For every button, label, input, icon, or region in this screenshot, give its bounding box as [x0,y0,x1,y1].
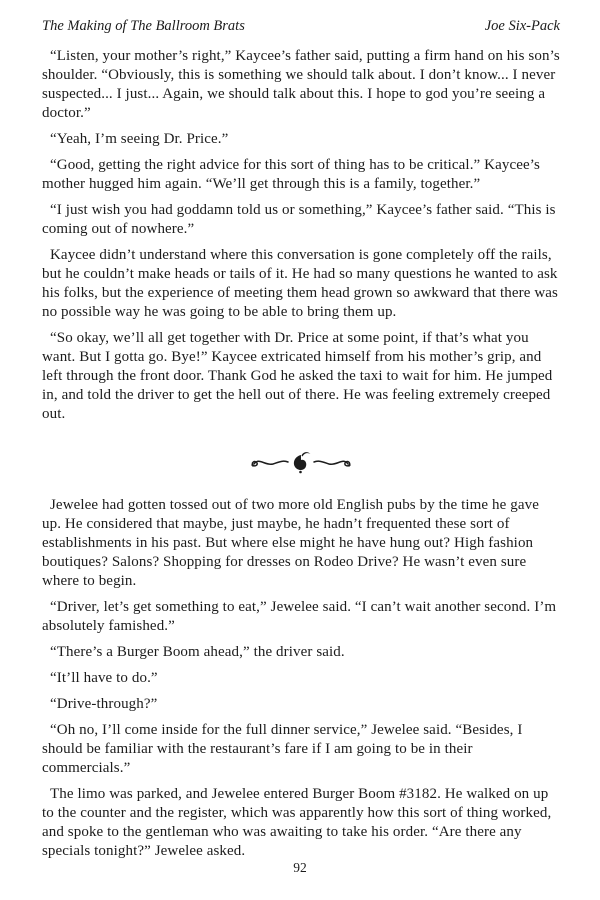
flourish-ornament-icon [246,448,356,476]
running-header [42,18,560,35]
paragraph: “There’s a Burger Boom ahead,” the driver said. [50,644,345,660]
paragraph: “Driver, let’s get something to eat,” Jewelee said. “I can’t wait another second. I’m absolutely famished.” [42,599,557,634]
paragraph: “It’ll have to do.” [50,670,158,686]
page-body [42,47,560,861]
page-footer [0,860,600,876]
paragraph: “Good, getting the right advice for this sort of thing has to be critical.” Kaycee’s mother hugged him again. “We’ll get through this is a family, together.” [42,157,540,192]
paragraph: “Listen, your mother’s right,” Kaycee’s father said, putting a firm hand on his son’s shoulder. “Obviously, this is something we should talk about. I don’t know... I never suspected... I just... Again, we should talk about this. I hope to god you’re seeing a doctor.” [42,48,560,121]
scene-break [42,448,560,476]
paragraph: “Drive-through?” [50,696,158,712]
paragraph: Kaycee didn’t understand where this conversation is gone completely off the rails, but he couldn’t make heads or tails of it. He had so many questions he wanted to ask his folks, but the experience of meeting them head grown so awkward that there was no possible way he was going to be able to bring them up. [42,247,558,320]
section-before-break [42,47,560,424]
paragraph: The limo was parked, and Jewelee entered Burger Boom #3182. He walked on up to the counter and the register, which was apparently how this sort of thing worked, and spoke to the gentleman who was awaiting to take his order. “Are there any specials tonight?” Jewelee asked. [42,786,552,859]
section-after-break [42,496,560,861]
paragraph: Jewelee had gotten tossed out of two more old English pubs by the time he gave up. He considered that maybe, just maybe, he hadn’t frequented these sort of establishments in his past. But where else might he have hung out? High fashion boutiques? Salons? Shopping for dresses on Rodeo Drive? He wasn’t even sure where to begin. [42,497,539,589]
paragraph: “Yeah, I’m seeing Dr. Price.” [50,131,229,147]
page-number: 92 [293,860,307,875]
paragraph: “I just wish you had goddamn told us or something,” Kaycee’s father said. “This is coming out of nowhere.” [42,202,556,237]
paragraph: “Oh no, I’ll come inside for the full dinner service,” Jewelee said. “Besides, I should be familiar with the restaurant’s fare if I am going to be in their commercials.” [42,722,523,776]
running-header-book-title: The Making of The Ballroom Brats [42,18,245,34]
running-header-author: Joe Six-Pack [484,18,560,34]
paragraph: “So okay, we’ll all get together with Dr. Price at some point, if that’s what you want. But I gotta go. Bye!” Kaycee extricated himself from his mother’s grip, and left through the front door. Thank God he asked the taxi to wait for him. He jumped in, and told the driver to get the hell out of there. He was feeling extremely creeped out. [42,330,553,422]
